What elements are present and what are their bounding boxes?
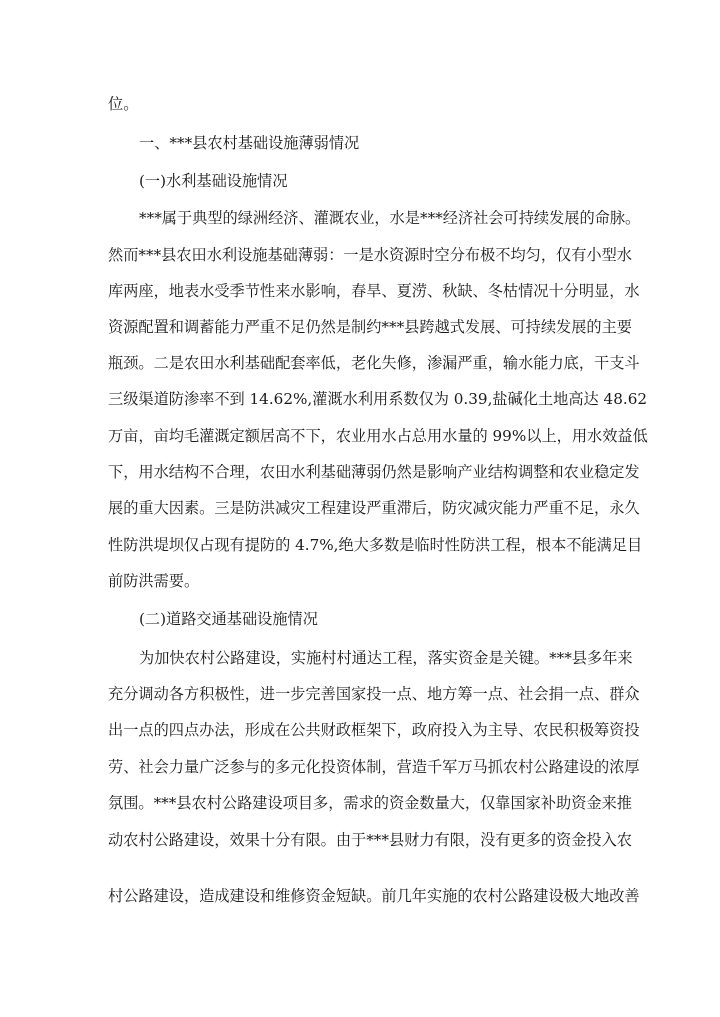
subsection-heading-water: (一)水利基础设施情况 [139, 172, 288, 190]
paragraph-roads-line: 出一点的四点办法，形成在公共财政框架下，政府投入为主导、农民积极筹资投 [108, 721, 640, 739]
paragraph-roads-line: 为加快农村公路建设，实施村村通达工程，落实资金是关键。***县多年来 [139, 649, 633, 667]
paragraph-water-line: 然而***县农田水利设施基础薄弱：一是水资源时空分布极不均匀，仅有小型水 [108, 246, 632, 264]
paragraph-water-line: 瓶颈。二是农田水利基础配套率低，老化失修，渗漏严重，输水能力底，干支斗 [108, 354, 640, 372]
paragraph-water-line: 库两座，地表水受季节性来水影响，春旱、夏涝、秋缺、冬枯情况十分明显，水 [108, 282, 640, 300]
paragraph-water-line: 展的重大因素。三是防洪减灾工程建设严重滞后，防灾减灾能力严重不足，永久 [108, 499, 640, 517]
paragraph-water-line: 下，用水结构不合理，农田水利基础薄弱仍然是影响产业结构调整和农业稳定发 [108, 463, 640, 481]
paragraph-roads-line: 动农村公路建设，效果十分有限。由于***县财力有限，没有更多的资金投入农 [108, 831, 632, 849]
subsection-heading-roads: (二)道路交通基础设施情况 [139, 610, 318, 628]
paragraph-water-line: ***属于典型的绿洲经济、灌溉农业，水是***经济社会可持续发展的命脉。 [139, 209, 641, 227]
paragraph-water-line: 性防洪堤坝仅占现有提防的 4.7%,绝大多数是临时性防洪工程，根本不能满足目 [108, 536, 643, 554]
paragraph-roads-line: 村公路建设，造成建设和维修资金短缺。前几年实施的农村公路建设极大地改善 [108, 887, 640, 905]
paragraph-water-line: 万亩，亩均毛灌溉定额居高不下，农业用水占总用水量的 99%以上，用水效益低 [108, 427, 648, 445]
paragraph-roads-line: 氛围。***县农村公路建设项目多，需求的资金数量大，仅靠国家补助资金来推 [108, 794, 632, 812]
paragraph-roads-line: 充分调动各方积极性，进一步完善国家投一点、地方筹一点、社会捐一点、群众 [108, 685, 640, 703]
section-heading-1: 一、***县农村基础设施薄弱情况 [139, 134, 360, 152]
paragraph-water-line: 三级渠道防渗率不到 14.62%,灌溉水利用系数仅为 0.39,盐碱化土地高达 48.62 [108, 390, 648, 408]
body-text-line: 位。 [108, 95, 139, 113]
paragraph-water-line: 前防洪需要。 [108, 572, 200, 590]
paragraph-water-line: 资源配置和调蓄能力严重不足仍然是制约***县跨越式发展、可持续发展的主要 [108, 318, 632, 336]
paragraph-roads-line: 劳、社会力量广泛参与的多元化投资体制，营造千军万马抓农村公路建设的浓厚 [108, 758, 640, 776]
